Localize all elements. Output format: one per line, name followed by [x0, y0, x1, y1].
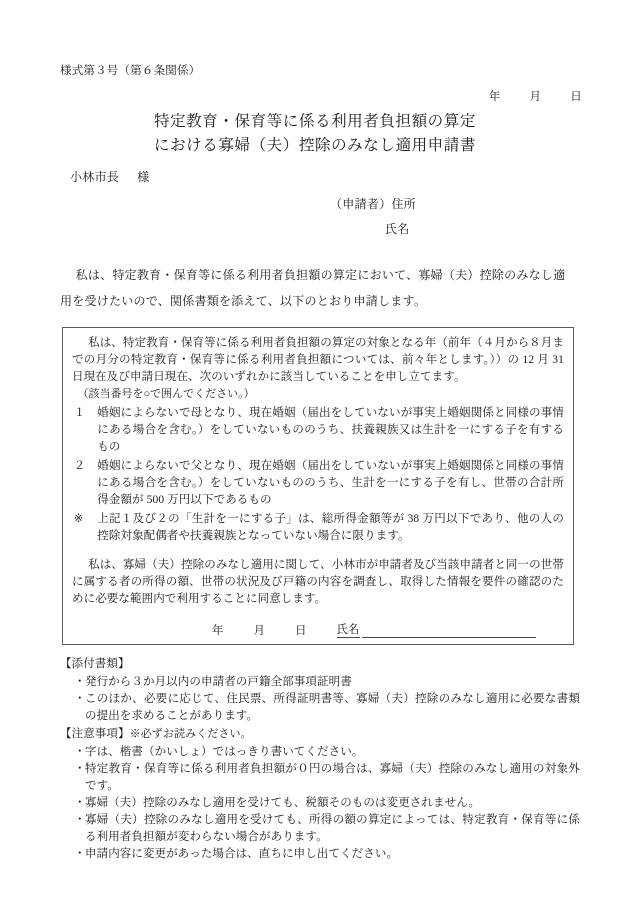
bullet-icon: ・	[74, 797, 86, 809]
header-date-line	[489, 88, 582, 104]
bullet-icon: ・	[74, 814, 86, 826]
cautions-heading-label: 【注意事項】	[60, 728, 130, 740]
attachments-item	[60, 674, 580, 691]
form-number: 様式第３号（第６条関係）	[60, 65, 201, 77]
header-date-month: 月	[529, 91, 542, 103]
page-title-line-2: における寡婦（夫）控除のみなし適用申請書	[153, 137, 476, 154]
declaration-item-2-marker: ２	[73, 460, 86, 472]
declaration-note-text: 上記１及び２の「生計を一にする子」は、総所得金額等が 38 万円以下であり、他の人の控除対象配偶者や扶養親族となっていない場合に限ります。	[97, 513, 564, 542]
applicant-address-label: （申請者）住所	[330, 197, 417, 211]
header-date-year: 年	[488, 91, 501, 103]
declaration-instruction: （該当番号を○で囲んでください。）	[77, 388, 255, 400]
header-date-day: 日	[570, 91, 582, 103]
cautions-item-text: 特定教育・保育等に係る利用者負担額が０円の場合は、寡婦（夫）控除のみなし適用の対象外です。	[85, 763, 580, 792]
cautions-item-text: 寡婦（夫）控除のみなし適用を受けても、税額そのものは変更されません。	[85, 797, 481, 809]
attachments-heading: 【添付書類】	[60, 658, 130, 670]
bullet-icon: ・	[74, 693, 86, 705]
cautions-heading	[60, 725, 580, 744]
cautions-item-text: 字は、楷書（かいしょ）ではっきり書いてください。	[85, 746, 364, 758]
cautions-item	[60, 846, 580, 863]
attachments-item-text: 発行から３か月以内の申請者の戸籍全部事項証明書	[85, 676, 352, 688]
applicant-name-label: 氏名	[385, 222, 410, 236]
declaration-item-2-text: 婚姻によらないで父となり、現在婚姻（届出をしていないが事実上婚姻関係と同様の事情にある場合を含む。）をしていないもののうち、生計を一にする子を有し、世帯の合計所得金額が 500 万円以下であるもの	[97, 460, 564, 506]
page-title	[0, 110, 630, 158]
signature-month-label: 月	[253, 625, 265, 637]
attachments-item-text: このほか、必要に応じて、住民票、所得証明書等、寡婦（夫）控除のみなし適用に必要な書類の提出を求めることがあります。	[85, 693, 580, 722]
declaration-item-1[interactable]	[72, 405, 564, 456]
consent-paragraph: 私は、寡婦（夫）控除のみなし適用に関して、小林市が申請者及び当該申請者と同一の世帯に属する者の所得の額、世帯の状況及び戸籍の内容を調査し、取得した情報を要件の確認のために必要な範囲内で利用することに同意します。	[72, 559, 564, 605]
cautions-item	[60, 744, 580, 761]
intro-paragraph	[60, 262, 575, 314]
bullet-icon: ・	[74, 676, 86, 688]
footer-notes	[60, 655, 580, 863]
cautions-item	[60, 761, 580, 795]
cautions-item	[60, 812, 580, 846]
signature-name-label: 氏名	[336, 624, 360, 636]
declaration-paragraph: 私は、特定教育・保育等に係る利用者負担額の算定の対象となる年（前年（４月から８月までの月分の特定教育・保育等に係る利用者負担額については、前々年とします。））の 12 月 31 日現在及び申請日現在、次のいずれかに該当していることを申し立てます。	[72, 337, 564, 383]
declaration-item-1-marker: １	[73, 407, 86, 419]
signature-year-label: 年	[212, 625, 224, 637]
intro-line-1: 私は、特定教育・保育等に係る利用者負担額の算定において、寡婦（夫）控除のみなし適	[75, 268, 566, 282]
bullet-icon: ・	[74, 746, 86, 758]
intro-line-2: 用を受けたいので、関係書類を添えて、以下のとおり申請します。	[60, 294, 427, 308]
page-title-line-1: 特定教育・保育等に係る利用者負担額の算定	[153, 113, 476, 130]
cautions-item	[60, 795, 580, 812]
cautions-item-text: 寡婦（夫）控除のみなし適用を受けても、所得の額の算定によっては、特定教育・保育等に係る利用者負担額が変わらない場合があります。	[85, 814, 580, 843]
addressee-honorific: 様	[137, 170, 150, 184]
declaration-note-marker: ※	[73, 513, 84, 525]
bullet-icon: ・	[74, 763, 86, 775]
bullet-icon: ・	[74, 848, 86, 860]
addressee-name: 小林市長	[70, 170, 120, 184]
signature-row	[72, 622, 564, 638]
declaration-item-2[interactable]	[72, 458, 564, 509]
signature-name-input[interactable]	[362, 624, 537, 638]
cautions-heading-tail: ※必ずお読みください。	[129, 728, 252, 740]
cautions-item-text: 申請内容に変更があった場合は、直ちに申し出てください。	[85, 848, 399, 860]
signature-day-label: 日	[295, 625, 307, 637]
addressee	[70, 168, 150, 185]
attachments-item	[60, 691, 580, 725]
declaration-box	[62, 327, 574, 645]
declaration-note	[72, 511, 564, 545]
declaration-item-1-text: 婚姻によらないで母となり、現在婚姻（届出をしていないが事実上婚姻関係と同様の事情にある場合を含む。）をしていないもののうち、扶養親族又は生計を一にする子を有するもの	[97, 407, 564, 453]
